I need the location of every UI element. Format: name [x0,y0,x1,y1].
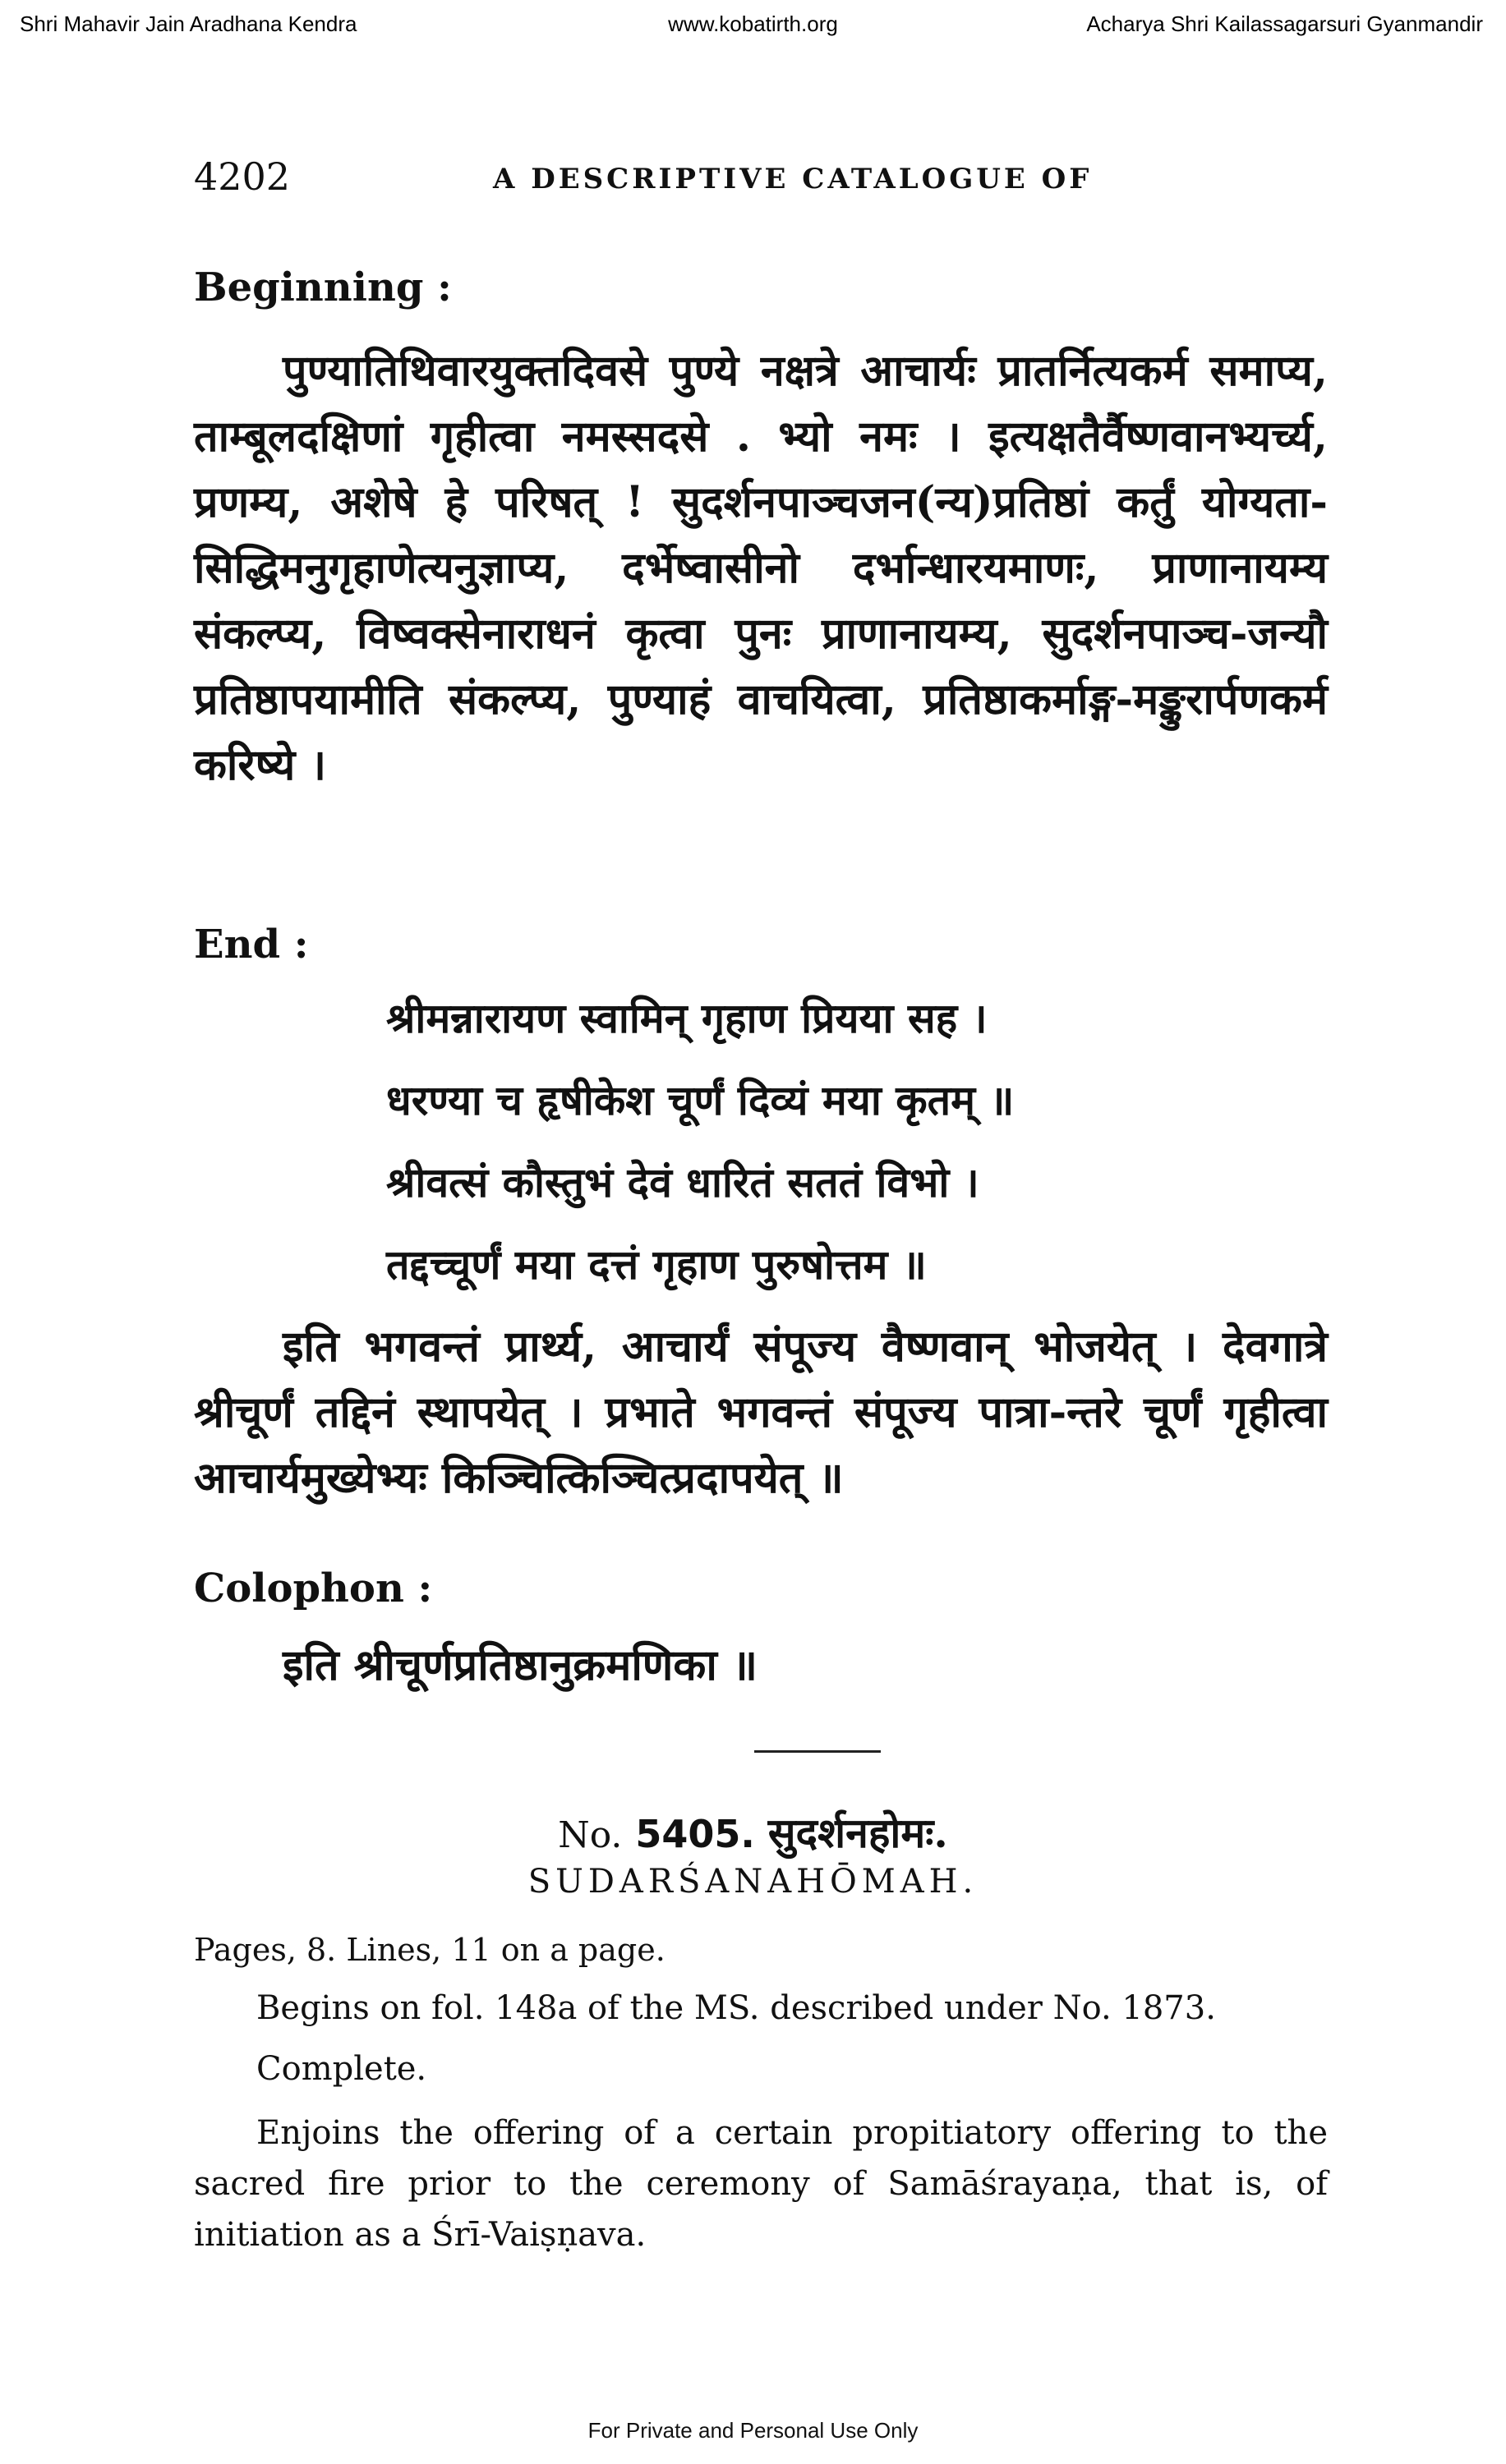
running-head: A DESCRIPTIVE CATALOGUE OF [493,163,1093,195]
verse-line: धरण्या च हृषीकेश चूर्णं दिव्यं मया कृतम् ॥ [386,1076,1015,1124]
colophon-label: Colophon : [194,1565,433,1611]
beginning-paragraph: पुण्यातिथिवारयुक्तदिवसे पुण्ये नक्षत्रे आचार्यः प्रातर्नित्यकर्म समाप्य, ताम्बूलदक्षिणां गृहीत्वा नमस्सदसे . भ्यो नमः । इत्यक्षतैर्वैष्णवानभ्यर्च्य, प्रणम्य, अशेषे हे परिषत् ! सुदर्शनपाञ्चजन(न्य)प्रतिष्ठां कर्तुं योग्यता-सिद्धिमनुगृहाणेत्यनुज्ञाप्य, दर्भेष्वासीनो दर्भान्धारयमाणः, प्राणानायम्य संकल्प्य, विष्वक्सेनाराधनं कृत्वा पुनः प्राणानायम्य, सुदर्शनपाञ्च-जन्यौ प्रतिष्ठापयामीति संकल्प्य, पुण्याहं वाचयित्वा, प्रतिष्ठाकर्माङ्ग-मङ्कुरार्पणकर्म करिष्ये । [194,346,1328,790]
page-number: 4202 [194,154,291,199]
footer: For Private and Personal Use Only [587,2418,919,2443]
entry-number: 5405. [635,1812,755,1856]
section-divider [754,1750,881,1753]
verse-line: श्रीमन्नारायण स्वामिन् गृहाण प्रियया सह । [386,994,988,1042]
beginning-label: Beginning : [194,264,452,310]
entry-title [0,1804,1506,1859]
entry-description [194,2108,1328,2260]
end-label: End : [194,922,309,968]
end-verses [386,977,1014,1306]
verse-line: श्रीवत्सं कौस्तुभं देवं धारितं सततं विभो । [386,1158,979,1207]
colophon-text: इति श्रीचूर्णप्रतिष्ठानुक्रमणिका ॥ [283,1640,758,1690]
verse-line: तद्दच्चूर्णं मया दत्तं गृहाण पुरुषोत्तम ॥ [386,1240,927,1289]
entry-no-label: No. [558,1814,623,1856]
header-right: Acharya Shri Kailassagarsuri Gyanmandir [1086,11,1483,36]
entry-title-devanagari: सुदर्शनहोमः. [767,1809,948,1857]
entry-complete: Complete. [256,2050,427,2088]
description-paragraph: Enjoins the offering of a certain propitiatory offering to the sacred fire prior to the ceremony of Samāśrayaṇa, that is, of initiation as a Śrī-Vaiṣṇava. [194,2114,1328,2254]
entry-begins: Begins on fol. 148a of the MS. described under No. 1873. [256,1989,1216,2027]
beginning-text [194,338,1328,798]
entry-meta: Pages, 8. Lines, 11 on a page. [194,1932,665,1968]
header-left: Shri Mahavir Jain Aradhana Kendra [20,11,357,36]
header-center: www.kobatirth.org [668,11,838,36]
entry-transliteration: SUDARŚANAHŌMAH. [527,1863,979,1901]
end-prose-paragraph: इति भगवन्तं प्रार्थ्य, आचार्यं संपूज्य वैष्णवान् भोजयेत् । देवगात्रे श्रीचूर्णं तद्दिनं स्थापयेत् । प्रभाते भगवन्तं संपूज्य पात्रा-न्तरे चूर्णं गृहीत्वा आचार्यमुख्येभ्यः किञ्चित्किञ्चित्प्रदापयेत् ॥ [194,1322,1328,1503]
end-prose [194,1314,1328,1511]
